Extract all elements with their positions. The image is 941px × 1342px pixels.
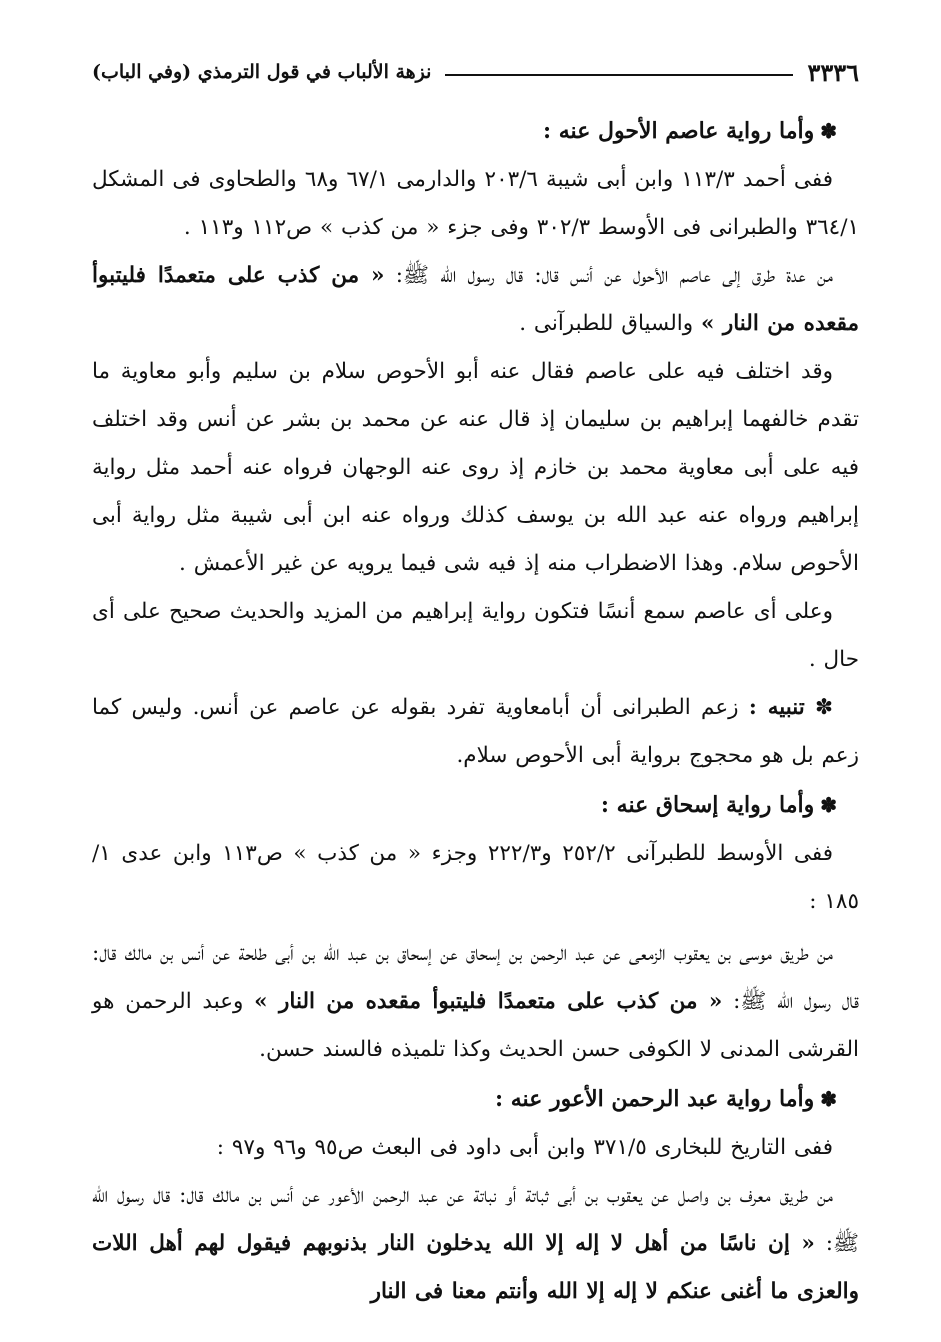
page-content <box>92 106 859 1316</box>
hadith-text: « إن ناسًا من أهل لا إله إلا الله يدخلون النار بذنوبهم فيقول لهم أهل اللات والعزى ما أغنى عنكم لا إله إلا الله وأنتم معنا فى النار <box>92 1231 859 1304</box>
section-heading-ishaq: ✽وأما رواية إسحاق عنه : <box>600 792 837 818</box>
asterisk-icon: ✽ <box>804 695 834 720</box>
page-header <box>92 52 859 92</box>
paragraph-asim-hadith: من عدة طرق إلى عاصم الأحول عن أنس قال: قال رسول الله ﷺ: « من كذب على متعمدًا فليتبوأ مقعده من النار » والسياق للطبرآنى . <box>92 263 859 336</box>
header-rule <box>445 74 793 76</box>
section-heading-asim: ✽وأما رواية عاصم الأحول عنه : <box>542 118 837 144</box>
paragraph-abdulrahman-sources: ففى التاريخ للبخارى ٣٧١/٥ وابن أبى داود فى البعث ص٩٥ و٩٦ و٩٧ : <box>216 1135 833 1160</box>
paragraph-asim-sources: ففى أحمد ١١٣/٣ وابن أبى شيبة ٢٠٣/٦ والدارمى ٦٧/١ و٦٨ والطحاوى فى المشكل ٣٦٤/١ والطبرانى فى الأوسط ٣٠٢/٣ وفى جزء « من كذب » ص١١٢ و١١٣ . <box>92 167 859 240</box>
section-heading-abdulrahman: ✽وأما رواية عبد الرحمن الأعور عنه : <box>494 1086 837 1112</box>
page-number: ٣٣٣٦ <box>807 57 859 87</box>
asterisk-icon: ✽ <box>820 1087 837 1111</box>
note-label: تنبيه : <box>748 695 805 720</box>
hadith-text: « من كذب على متعمدًا فليتبوأ مقعده من النار » <box>92 263 859 336</box>
paragraph-asim-discrepancy: وقد اختلف فيه على عاصم فقال عنه أبو الأحوص سلام بن سليم وأبو معاوية ما تقدم خالفهما إبراهيم بن سليمان إذ قال عنه عن محمد بن بشر عن أنس وقد اختلف فيه على أبى معاوية محمد بن خازم إذ روى عنه الوجهان فرواه عنه أحمد مثل رواية إبراهيم ورواه عنه عبد الله بن يوسف كذلك ورواه عنه ابن أبى شيبة مثل رواية أبى الأحوص سلام. وهذا الاضطراب منه إذ فيه شى فيما يرويه عن غير الأعمش . <box>92 359 859 576</box>
paragraph-asim-conclusion: وعلى أى عاصم سمع أنسًا فتكون رواية إبراهيم من المزيد والحديث صحيح على أى حال . <box>92 599 859 672</box>
paragraph-abdulrahman-hadith: من طريق معرف بن واصل عن يعقوب بن أبى ثباتة أو نباتة عن عبد الرحمن الأعور عن أنس بن مالك قال: قال رسول الله ﷺ: « إن ناسًا من أهل لا إله إلا الله يدخلون النار بذنوبهم فيقول لهم أهل اللات والعزى ما أغنى عنكم لا إله إلا الله وأنتم معنا فى النار <box>92 1183 859 1304</box>
paragraph-ishaq-sources: ففى الأوسط للطبرآنى ٢٥٢/٢ و٢٢٢/٣ وجزء « من كذب » ص١١٣ وابن عدى ١/ ١٨٥ : <box>92 841 859 914</box>
hadith-text: « من كذب على متعمدًا فليتبوأ مقعده من النار » <box>254 989 723 1014</box>
paragraph-ishaq-hadith: من طريق موسى بن يعقوب الزمعى عن عبد الرحمن بن إسحاق عن إسحاق بن عبد الله بن أبى طلحة عن أنس بن مالك قال: قال رسول الله ﷺ: « من كذب على متعمدًا فليتبوأ مقعده من النار » وعبد الرحمن هو القرشى المدنى لا الكوفى حسن الحديث وكذا تلميذه فالسند حسن. <box>92 941 859 1062</box>
paragraph-note: ✽ تنبيه : زعم الطبرانى أن أبامعاوية تفرد بقوله عن عاصم عن أنس. وليس كما زعم بل هو محجوج برواية أبى الأحوص سلام. <box>92 695 859 768</box>
asterisk-icon: ✽ <box>820 119 837 143</box>
running-title: نزهة الألباب في قول الترمذي (وفي الباب) <box>92 61 432 83</box>
asterisk-icon: ✽ <box>820 793 837 817</box>
